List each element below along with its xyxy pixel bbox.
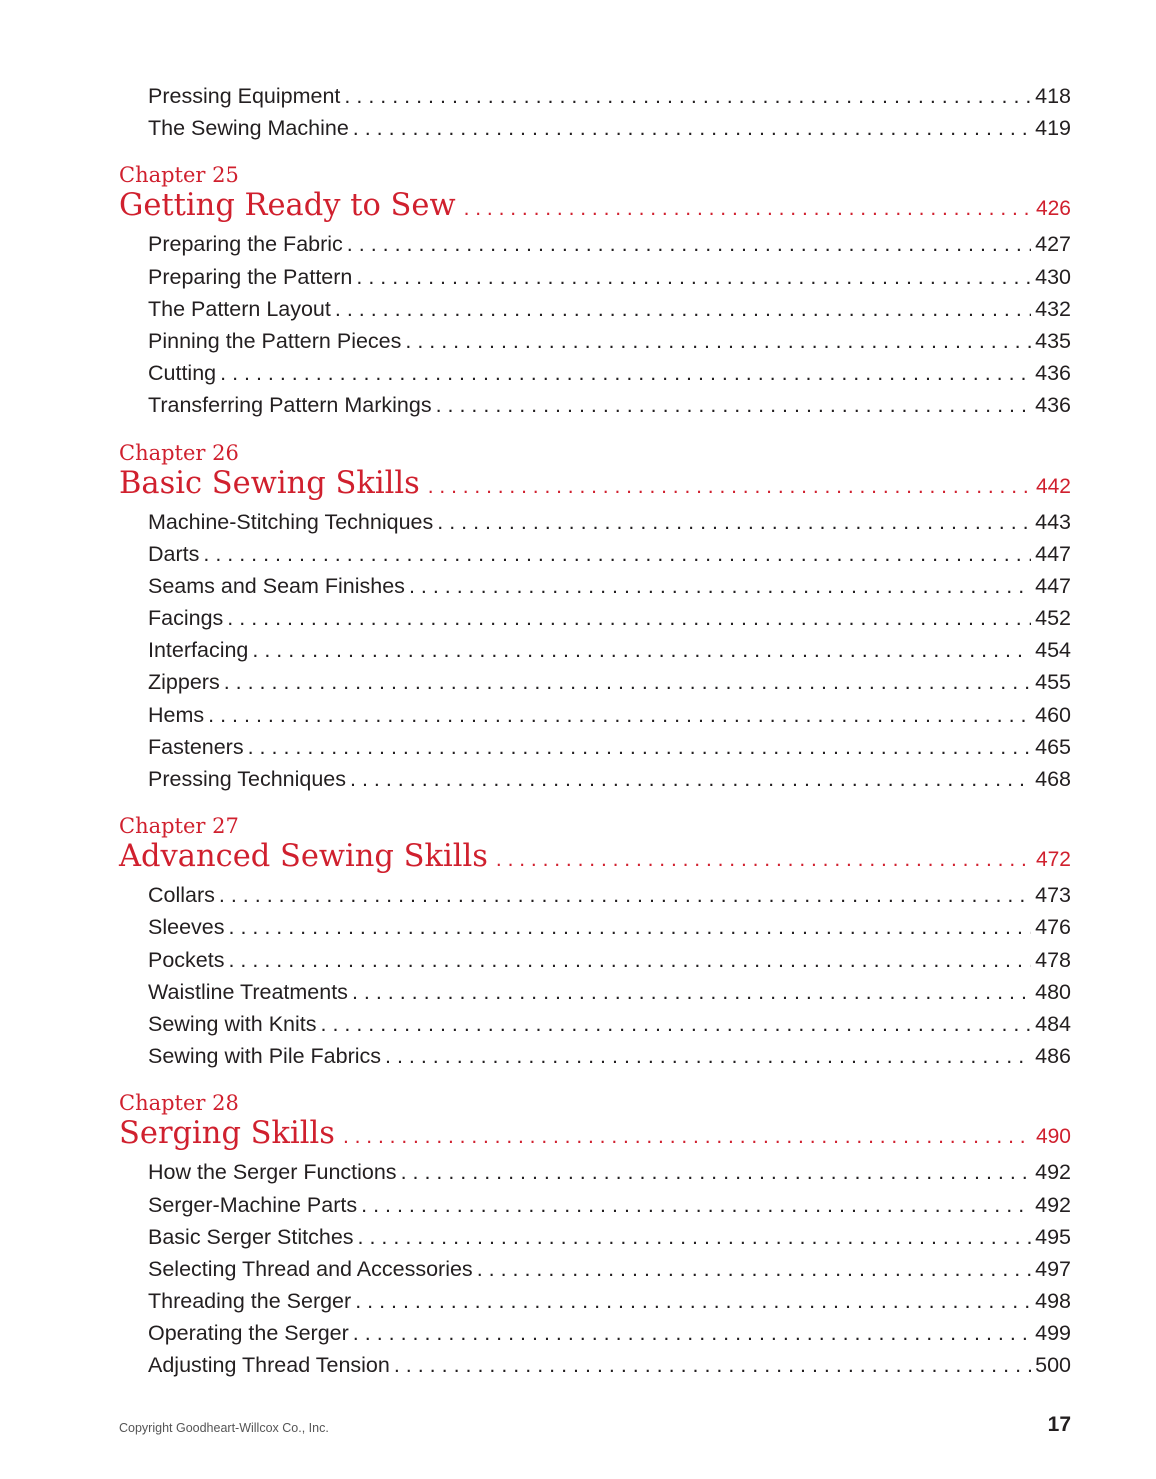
toc-entry[interactable]: [119, 1225, 1071, 1257]
toc-entry-title: Collars: [148, 883, 215, 908]
toc-entry[interactable]: [119, 574, 1071, 606]
chapter-page: 490: [1035, 1125, 1071, 1149]
toc-entry-title: Pressing Techniques: [148, 767, 347, 791]
toc-entry[interactable]: [119, 1321, 1071, 1353]
toc-entry-page: 480: [1035, 979, 1071, 1004]
toc-entry-title: The Pattern Layout: [148, 296, 331, 321]
page-number: 17: [1047, 1413, 1071, 1436]
dot-leader: [464, 197, 1032, 221]
toc-entry-title: Basic Serger Stitches: [148, 1224, 354, 1249]
toc-entry-page: 497: [1035, 1256, 1071, 1281]
toc-entry-page: 443: [1035, 509, 1071, 534]
toc-entry-page: 430: [1035, 264, 1071, 289]
chapter-label: Chapter 28: [119, 1091, 239, 1116]
dot-leader: [228, 948, 1031, 973]
toc-entry-page: 436: [1035, 393, 1071, 418]
toc-entry-page: 447: [1035, 573, 1071, 598]
dot-leader: [344, 84, 1031, 109]
toc-entry[interactable]: [119, 883, 1071, 915]
toc-entry[interactable]: [119, 915, 1071, 947]
toc-entry-title: Zippers: [148, 670, 220, 695]
toc-entry[interactable]: [119, 1257, 1071, 1289]
toc-entry-title: Cutting: [148, 361, 217, 386]
toc-entry[interactable]: [119, 84, 1071, 116]
toc-entry-title: Interfacing: [148, 638, 249, 663]
dot-leader: [361, 1193, 1031, 1218]
toc-entry-page: 418: [1035, 84, 1071, 108]
toc-entry[interactable]: [119, 1160, 1071, 1192]
toc-entry-page: 492: [1035, 1160, 1071, 1185]
toc-entry[interactable]: [119, 232, 1071, 264]
toc-entry[interactable]: [119, 767, 1071, 799]
toc-entry-title: Threading the Serger: [148, 1289, 352, 1314]
toc-entry-page: 452: [1035, 606, 1071, 631]
toc-entry-page: 468: [1035, 767, 1071, 791]
toc-entry-page: 419: [1035, 116, 1071, 141]
toc-entry-title: Operating the Serger: [148, 1321, 349, 1346]
toc-entry-title: Darts: [148, 541, 200, 566]
toc-entry-page: 473: [1035, 883, 1071, 908]
toc-entry[interactable]: [119, 606, 1071, 638]
toc-entry-page: 454: [1035, 638, 1071, 663]
dot-leader: [437, 510, 1031, 535]
chapter-heading[interactable]: [119, 1116, 1071, 1158]
toc-entry-title: Pinning the Pattern Pieces: [148, 328, 402, 353]
toc-entry-title: Preparing the Pattern: [148, 264, 353, 289]
dot-leader: [352, 980, 1031, 1005]
dot-leader: [394, 1353, 1031, 1378]
dot-leader: [358, 1225, 1032, 1250]
dot-leader: [335, 297, 1031, 322]
toc-entry-page: 455: [1035, 670, 1071, 695]
toc-entry[interactable]: [119, 638, 1071, 670]
toc-entry-page: 432: [1035, 296, 1071, 321]
toc-entry[interactable]: [119, 542, 1071, 574]
chapter-heading[interactable]: [119, 188, 1071, 230]
dot-leader: [496, 848, 1032, 872]
toc-entry[interactable]: [119, 1353, 1071, 1385]
dot-leader: [353, 116, 1031, 141]
chapter-title: Basic Sewing Skills: [119, 465, 420, 501]
toc-entry-title: Facings: [148, 606, 224, 631]
toc-entry-page: 498: [1035, 1289, 1071, 1314]
dot-leader: [227, 606, 1031, 631]
toc-entry-title: Preparing the Fabric: [148, 232, 343, 257]
dot-leader: [220, 361, 1031, 386]
toc-entry-title: Sewing with Pile Fabrics: [148, 1044, 382, 1069]
chapter-heading[interactable]: [119, 839, 1071, 881]
dot-leader: [350, 767, 1031, 792]
dot-leader: [343, 1125, 1032, 1149]
toc-entry[interactable]: [119, 735, 1071, 767]
dot-leader: [347, 232, 1031, 257]
toc-entry[interactable]: [119, 329, 1071, 361]
dot-leader: [219, 883, 1031, 908]
chapter-label: Chapter 26: [119, 440, 239, 465]
toc-entry-title: Sleeves: [148, 915, 225, 940]
chapter-label: Chapter 27: [119, 814, 239, 839]
chapter-page: 426: [1035, 197, 1071, 221]
toc-entry-title: Sewing with Knits: [148, 1011, 317, 1036]
toc-entry-title: How the Serger Functions: [148, 1160, 397, 1185]
toc-entry-title: Pressing Equipment: [148, 84, 341, 108]
dot-leader: [356, 265, 1031, 290]
table-of-contents: [119, 84, 1071, 1386]
dot-leader: [477, 1257, 1031, 1282]
dot-leader: [355, 1289, 1031, 1314]
toc-entry[interactable]: [119, 1044, 1071, 1076]
dot-leader: [208, 703, 1031, 728]
toc-entry[interactable]: [119, 1289, 1071, 1321]
chapter-heading[interactable]: [119, 466, 1071, 508]
toc-entry-page: 500: [1035, 1353, 1071, 1378]
toc-entry-page: 484: [1035, 1011, 1071, 1036]
toc-entry-page: 435: [1035, 328, 1071, 353]
chapter-title: Getting Ready to Sew: [119, 188, 456, 224]
toc-entry[interactable]: [119, 361, 1071, 393]
toc-entry-page: 492: [1035, 1192, 1071, 1217]
toc-entry-title: Seams and Seam Finishes: [148, 573, 405, 598]
toc-entry-title: The Sewing Machine: [148, 116, 349, 141]
toc-entry-title: Waistline Treatments: [148, 979, 348, 1004]
toc-entry-page: 436: [1035, 361, 1071, 386]
toc-entry-title: Selecting Thread and Accessories: [148, 1256, 473, 1281]
toc-entry[interactable]: [119, 980, 1071, 1012]
toc-entry-page: 486: [1035, 1044, 1071, 1069]
dot-leader: [229, 915, 1032, 940]
dot-leader: [353, 1321, 1031, 1346]
toc-entry-page: 478: [1035, 947, 1071, 972]
chapter-label: Chapter 25: [119, 163, 239, 188]
toc-entry-page: 447: [1035, 541, 1071, 566]
toc-entry-page: 465: [1035, 734, 1071, 759]
dot-leader: [385, 1044, 1031, 1069]
dot-leader: [252, 638, 1031, 663]
dot-leader: [428, 475, 1032, 499]
toc-entry-title: Machine-Stitching Techniques: [148, 509, 434, 534]
chapter-page: 472: [1035, 848, 1071, 872]
chapter-title: Advanced Sewing Skills: [119, 839, 488, 875]
toc-entry-title: Transferring Pattern Markings: [148, 393, 432, 418]
chapter-title: Serging Skills: [119, 1116, 335, 1152]
toc-entry[interactable]: [119, 948, 1071, 980]
toc-entry-title: Hems: [148, 702, 205, 727]
chapter-page: 442: [1035, 474, 1071, 498]
toc-entry[interactable]: [119, 393, 1071, 425]
dot-leader: [409, 574, 1031, 599]
toc-entry-title: Pockets: [148, 947, 225, 972]
toc-entry-page: 460: [1035, 702, 1071, 727]
toc-entry[interactable]: [119, 510, 1071, 542]
toc-entry-title: Serger-Machine Parts: [148, 1192, 358, 1217]
toc-entry[interactable]: [119, 703, 1071, 735]
toc-entry[interactable]: [119, 670, 1071, 702]
dot-leader: [401, 1160, 1032, 1185]
toc-entry[interactable]: [119, 1193, 1071, 1225]
toc-entry-page: 427: [1035, 232, 1071, 257]
dot-leader: [203, 542, 1031, 567]
toc-entry-page: 476: [1035, 915, 1071, 940]
toc-entry-page: 495: [1035, 1224, 1071, 1249]
dot-leader: [405, 329, 1031, 354]
toc-entry[interactable]: [119, 265, 1071, 297]
dot-leader: [436, 393, 1032, 418]
dot-leader: [248, 735, 1032, 760]
toc-entry[interactable]: [119, 1012, 1071, 1044]
toc-entry-title: Fasteners: [148, 734, 244, 759]
dot-leader: [321, 1012, 1032, 1037]
dot-leader: [224, 670, 1031, 695]
toc-entry[interactable]: [119, 297, 1071, 329]
toc-entry-page: 499: [1035, 1321, 1071, 1346]
toc-entry[interactable]: [119, 116, 1071, 148]
toc-entry-title: Adjusting Thread Tension: [148, 1353, 390, 1378]
footer-copyright: Copyright Goodheart-Willcox Co., Inc.: [119, 1421, 329, 1435]
